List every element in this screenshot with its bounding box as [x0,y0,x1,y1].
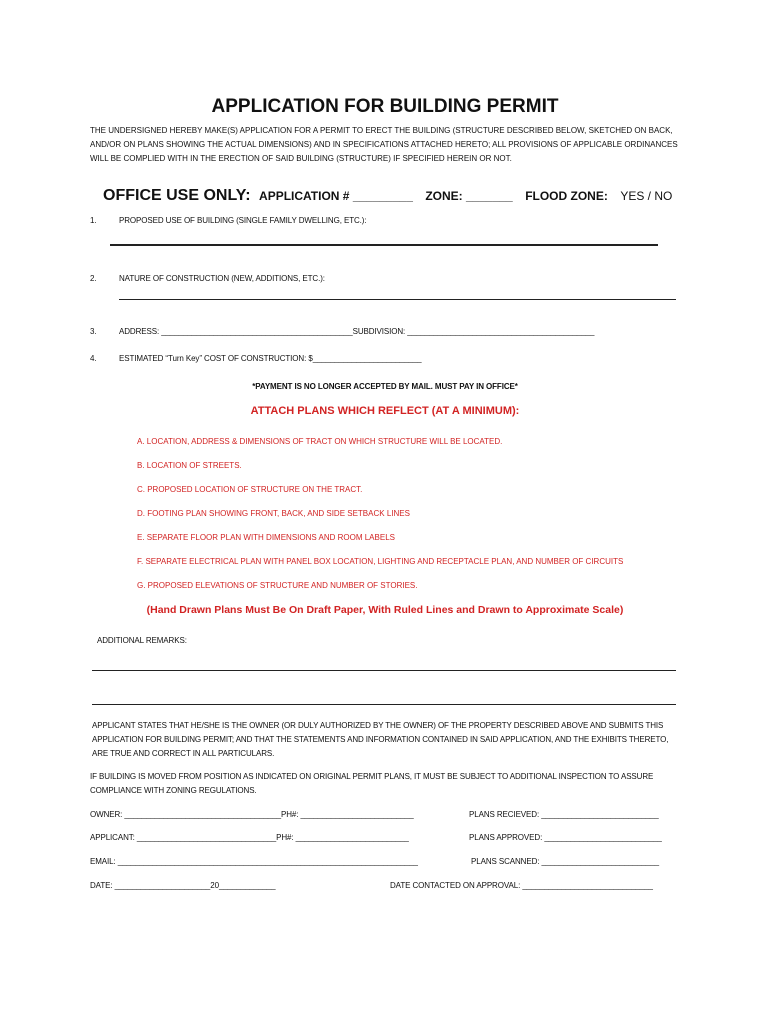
attach-item-a: A. LOCATION, ADDRESS & DIMENSIONS OF TRACT ON WHICH STRUCTURE WILL BE LOCATED. [137,437,503,446]
flood-zone-yes-no[interactable]: YES / NO [620,189,673,203]
applicant-field[interactable]: APPLICANT: ________________________________PH#: __________________________ [90,833,409,842]
applicant-statement: APPLICANT STATES THAT HE/SHE IS THE OWNER (OR DULY AUTHORIZED BY THE OWNER) OF THE PROPERTY DESCRIBED ABOVE AND SUBMITS THIS APPLICATION FOR BUILDING PERMIT; AND THAT THE STATEMENTS AND INFORMATION CONTAINED IN SAID APPLICATION, AND THE EXHIBITS THERETO, ARE TRUE AND CORRECT IN ALL PARTICULARS. [92,721,669,758]
item-3-number: 3. [90,327,97,336]
email-field[interactable]: EMAIL: _____________________________________________________________________ [90,857,418,866]
office-use-label: OFFICE USE ONLY: [103,187,251,204]
page-title: APPLICATION FOR BUILDING PERMIT [211,96,559,117]
item-1-line[interactable] [110,244,658,246]
plans-scanned-field[interactable]: PLANS SCANNED: ___________________________ [471,857,659,866]
item-2-number: 2. [90,274,97,283]
flood-zone-label: FLOOD ZONE: [525,189,608,203]
item-2-label: NATURE OF CONSTRUCTION (NEW, ADDITIONS, ETC.): [119,274,325,283]
attach-item-g: G. PROPOSED ELEVATIONS OF STRUCTURE AND NUMBER OF STORIES. [137,581,418,590]
attach-item-d: D. FOOTING PLAN SHOWING FRONT, BACK, AND SIDE SETBACK LINES [137,509,410,518]
zone-field[interactable]: ZONE: _______ [425,189,513,203]
item-1-label: PROPOSED USE OF BUILDING (SINGLE FAMILY DWELLING, ETC.): [119,216,367,225]
date-contacted-field[interactable]: DATE CONTACTED ON APPROVAL: ______________________________ [390,881,653,890]
owner-field[interactable]: OWNER: ____________________________________PH#: __________________________ [90,810,414,819]
item-2-line[interactable] [119,299,676,300]
office-use-row [103,187,672,205]
attach-item-e: E. SEPARATE FLOOR PLAN WITH DIMENSIONS AND ROOM LABELS [137,533,395,542]
remarks-label: ADDITIONAL REMARKS: [97,636,187,645]
attach-heading: ATTACH PLANS WHICH REFLECT (AT A MINIMUM): [250,405,520,417]
payment-notice: *PAYMENT IS NO LONGER ACCEPTED BY MAIL. MUST PAY IN OFFICE* [252,382,518,391]
item-4-cost[interactable]: ESTIMATED “Turn Key” COST OF CONSTRUCTION: $_________________________ [119,354,422,363]
item-1-number: 1. [90,216,97,225]
plans-note: (Hand Drawn Plans Must Be On Draft Paper, With Ruled Lines and Drawn to Approximate Scale) [146,604,624,616]
remarks-line-1[interactable] [92,670,676,671]
application-number-field[interactable]: APPLICATION # _________ [259,189,413,203]
item-3-address-subdivision[interactable]: ADDRESS: ____________________________________________SUBDIVISION: ___________________________________________ [119,327,595,336]
attach-item-f: F. SEPARATE ELECTRICAL PLAN WITH PANEL BOX LOCATION, LIGHTING AND RECEPTACLE PLAN, AND NUMBER OF CIRCUITS [137,557,624,566]
attach-item-c: C. PROPOSED LOCATION OF STRUCTURE ON THE TRACT. [137,485,363,494]
plans-received-field[interactable]: PLANS RECIEVED: ___________________________ [469,810,659,819]
plans-approved-field[interactable]: PLANS APPROVED: ___________________________ [469,833,662,842]
intro-paragraph: THE UNDERSIGNED HEREBY MAKE(S) APPLICATION FOR A PERMIT TO ERECT THE BUILDING (STRUCTURE DESCRIBED BELOW, SKETCHED ON BACK, AND/OR ON PLANS SHOWING THE ACTUAL DIMENSIONS) AND IN SPECIFICATIONS ATTACHED HERETO; ALL PROVISIONS OF APPLICABLE ORDINANCES WILL BE COMPLIED WITH IN THE ERECTION OF SAID BUILDING (STRUCTURE) IF SPECIFIED HEREIN OR NOT. [90,126,678,163]
relocation-statement: IF BUILDING IS MOVED FROM POSITION AS INDICATED ON ORIGINAL PERMIT PLANS, IT MUST BE SUBJECT TO ADDITIONAL INSPECTION TO ASSURE COMPLIANCE WITH ZONING REGULATIONS. [90,772,654,795]
attach-item-b: B. LOCATION OF STREETS. [137,461,242,470]
date-field[interactable]: DATE: ______________________20_____________ [90,881,276,890]
item-4-number: 4. [90,354,97,363]
remarks-line-2[interactable] [92,704,676,705]
